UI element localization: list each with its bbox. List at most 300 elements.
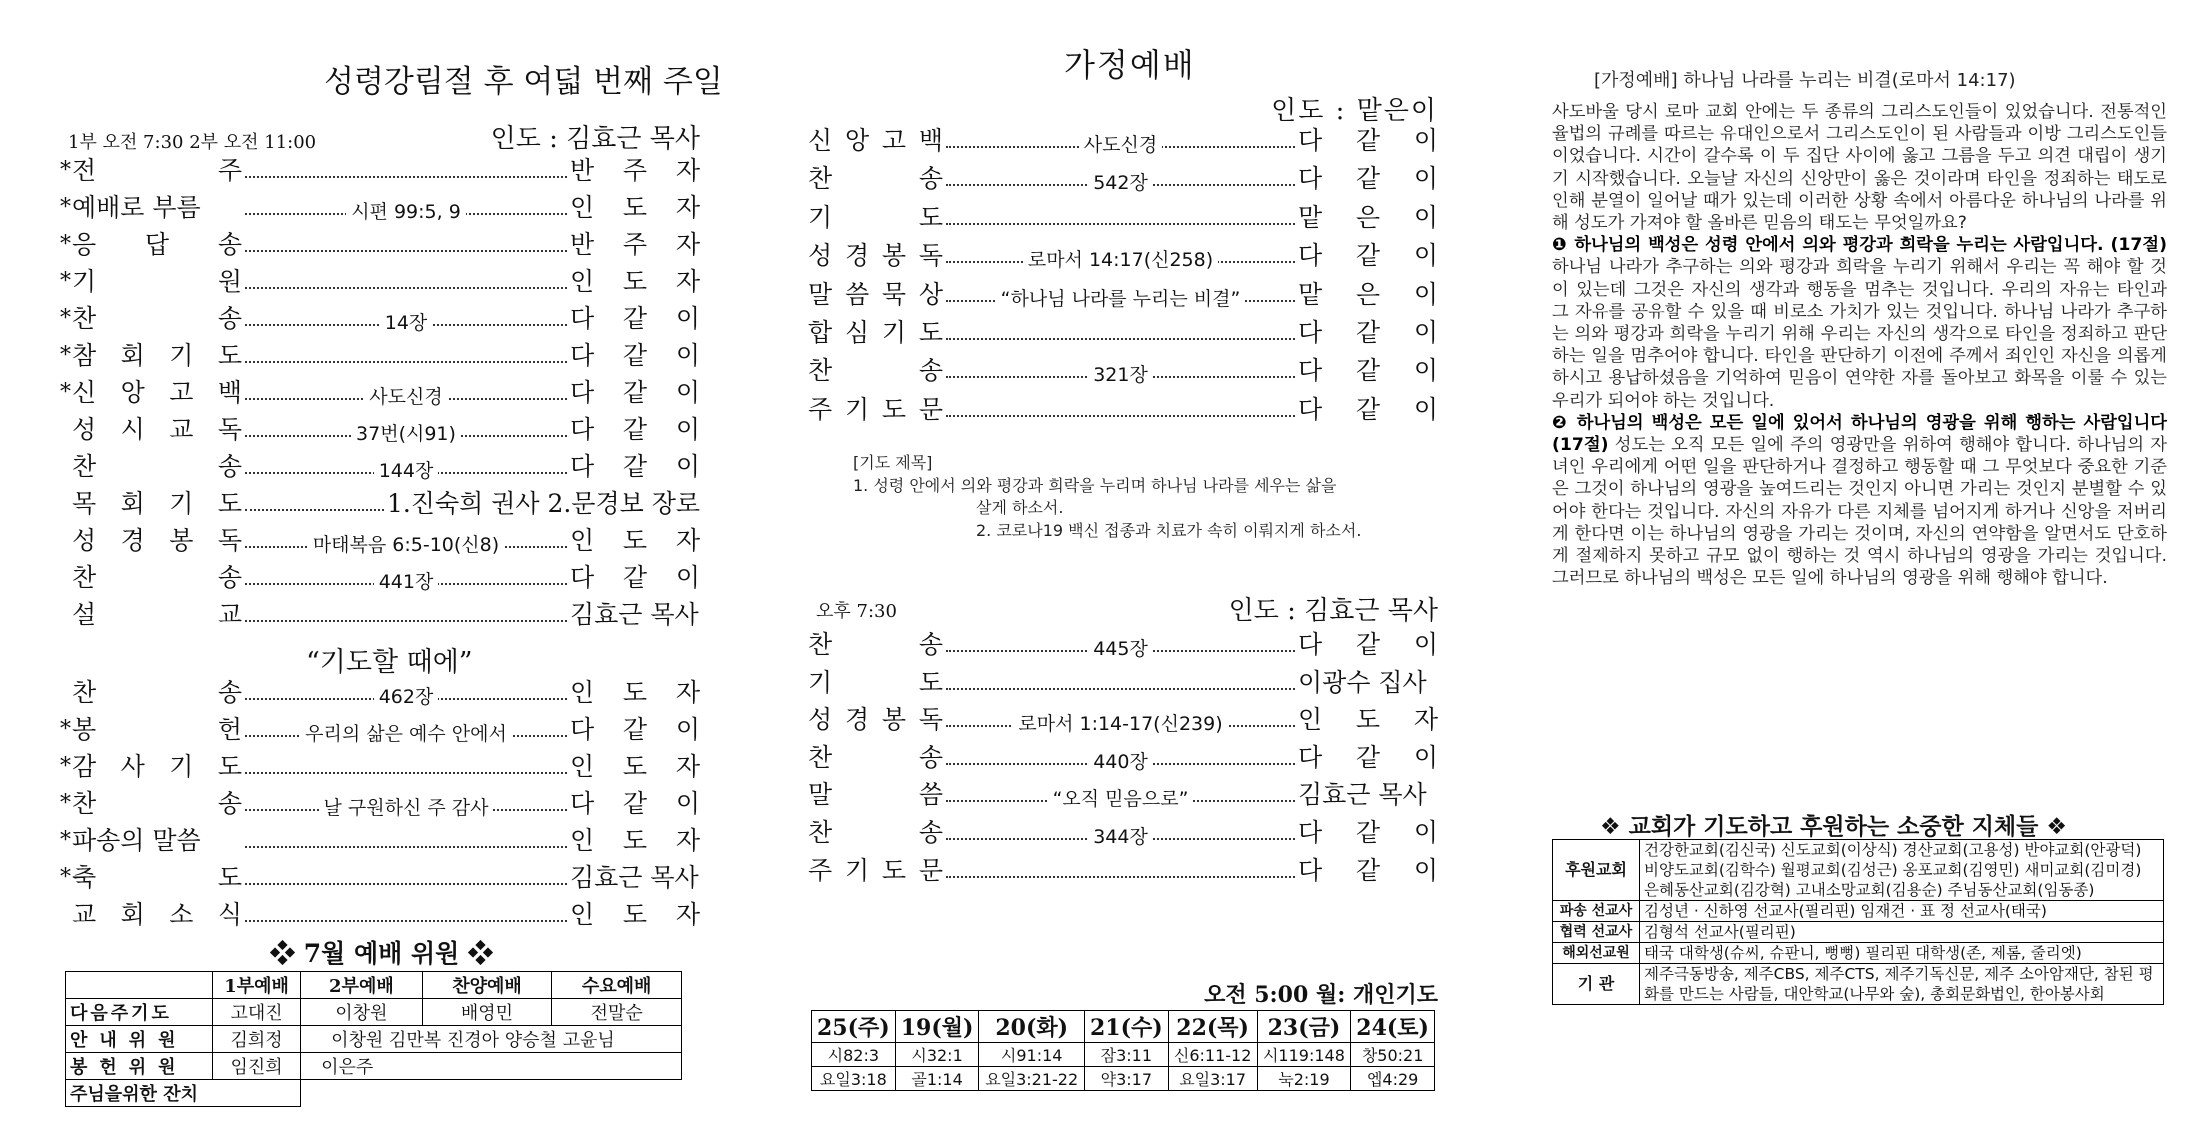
- glyph: 독: [918, 705, 943, 735]
- glyph: 송: [217, 230, 242, 259]
- order-item-responsible: [570, 156, 700, 186]
- glyph: 독: [217, 415, 242, 444]
- point-1-heading: ❶ 하나님의 백성은 성령 안에서 의와 평강과 희락을 누리는 사람입니다. (17절): [1552, 235, 2167, 256]
- order-item-detail: 날 구원하신 주 감사: [319, 798, 494, 818]
- reading-day: 21(수): [1084, 1011, 1168, 1043]
- order-item-name: [72, 600, 242, 630]
- support-label: 파송 선교사: [1553, 901, 1640, 922]
- order-item-detail: 사도신경: [1079, 135, 1162, 155]
- glyph: 다: [570, 789, 595, 818]
- glyph: 이: [675, 452, 700, 481]
- glyph: 말: [808, 780, 833, 810]
- order-item-responsible: [570, 341, 700, 371]
- glyph: 송: [217, 304, 242, 333]
- glyph: 자: [675, 156, 700, 185]
- dot-leader: [245, 304, 567, 334]
- glyph: 반: [570, 230, 595, 259]
- order-item-name: [72, 789, 242, 819]
- glyph: 자: [675, 678, 700, 707]
- glyph: 기: [844, 855, 870, 885]
- glyph: 소: [169, 900, 194, 929]
- order-row: [60, 261, 700, 297]
- order-row: [60, 894, 700, 930]
- glyph: 다: [1298, 318, 1323, 347]
- glyph: 송: [918, 630, 943, 659]
- glyph: 도: [881, 394, 907, 424]
- order-row: [808, 197, 1438, 233]
- glyph: 신: [808, 126, 833, 155]
- order-item-name: [72, 678, 242, 708]
- reading-verse: 요일3:21-22: [979, 1067, 1085, 1091]
- order-item-responsible: [570, 526, 700, 556]
- glyph: 도: [622, 752, 648, 781]
- dot-leader: [245, 678, 567, 708]
- order-item-responsible: [570, 267, 700, 297]
- order-item-responsible: [570, 715, 700, 745]
- glyph: 씀: [918, 780, 943, 810]
- dot-leader: [946, 876, 1295, 878]
- glyph: 자: [675, 230, 700, 259]
- glyph: 찬: [72, 678, 97, 707]
- support-row: [1553, 840, 2164, 901]
- order-item-detail: 344장: [1088, 827, 1153, 847]
- order-row: [808, 389, 1438, 425]
- order-item-name: [808, 280, 943, 310]
- duty-header: 수요예배: [552, 972, 682, 999]
- family-leader-label: 인도 : 맡은이: [1271, 96, 1438, 126]
- glyph: 성: [72, 526, 97, 555]
- dot-leader: [245, 361, 567, 363]
- devotion-body: [1552, 101, 2167, 589]
- order-item-responsible: [570, 900, 700, 930]
- dot-leader: [946, 818, 1295, 848]
- glyph: 성: [808, 705, 833, 735]
- dot-leader: [946, 241, 1295, 272]
- prayer-item-1: 1. 성령 안에서 의와 평강과 희락을 누리며 하나님 나라를 세우는 삶을: [853, 476, 1337, 495]
- duty-label: 다음주기도: [66, 999, 213, 1026]
- support-text: 김성년 · 신하영 선교사(필리핀) 임재건 · 표 정 선교사(태국): [1640, 901, 2164, 922]
- order-item-name: [72, 156, 242, 186]
- order-row: [808, 774, 1438, 810]
- glyph: 도: [1355, 705, 1381, 735]
- dot-leader: [946, 126, 1295, 156]
- reading-verse: 요일3:17: [1168, 1067, 1257, 1091]
- glyph: 심: [844, 318, 870, 347]
- glyph: 인: [570, 900, 595, 929]
- service-times: 1부 오전 7:30 2부 오전 11:00: [68, 132, 317, 153]
- duty-header: 1부예배: [213, 972, 301, 999]
- dot-leader: [245, 526, 567, 556]
- glyph: 같: [622, 563, 648, 592]
- glyph: 합: [808, 318, 833, 347]
- order-item-responsible: [1298, 241, 1438, 271]
- support-label: 후원교회: [1553, 840, 1640, 901]
- glyph: 이: [675, 415, 700, 444]
- dot-leader: [245, 920, 567, 922]
- glyph: 사: [120, 752, 145, 781]
- evening-leader-label: 인도 : 김효근 목사: [1228, 596, 1438, 626]
- glyph: 참: [72, 341, 97, 370]
- dot-leader: [245, 789, 567, 819]
- glyph: 전: [72, 156, 97, 185]
- glyph: 송: [217, 678, 242, 707]
- standing-marker: *: [60, 158, 71, 183]
- dot-leader: [946, 338, 1295, 340]
- support-row: [1553, 901, 2164, 922]
- duty-cell: 배영민: [422, 999, 552, 1026]
- order-row: [60, 783, 700, 819]
- order-row: [60, 857, 700, 893]
- point-2-text: 성도는 오직 모든 일에 주의 영광만을 위하여 행해야 합니다. 하나님의 자녀인 우리에게 어떤 일을 판단하거나 결정하고 행동할 때 그 무엇보다 중요한 기준은 그것이 하나님의 영광을 높여드리는 것인지 아니면 가리는 것인지 분별할 수 있어야 한다는 것입니다. 자신의 자유가 다른 지체를 넘어지게 하거나 신앙을 저버리게 한다면 이는 하나님의 영광을 가리는 것이며, 자신의 연약함을 알면서도 단호하게 절제하지 못하고 규모 없이 행하는 것 역시 하나님의 영광을 가리는 것입니다. 그러므로 하나님의 백성은 모든 일에 하나님의 영광을 위해 행해야 합니다.: [1552, 435, 2167, 589]
- glyph: 도: [881, 855, 907, 885]
- glyph: 맡: [1298, 202, 1323, 232]
- order-row: [60, 446, 700, 482]
- dot-leader: [946, 164, 1295, 195]
- glyph: 같: [1355, 126, 1381, 155]
- glyph: 다: [570, 341, 595, 370]
- glyph: 말: [808, 279, 833, 309]
- reading-verse: 시119:148: [1257, 1043, 1351, 1067]
- glyph: 같: [1355, 241, 1381, 271]
- support-row: [1553, 922, 2164, 943]
- order-item-name: [808, 318, 943, 348]
- glyph: 같: [1355, 742, 1381, 772]
- order-row: [808, 624, 1438, 660]
- glyph: 자: [675, 267, 700, 296]
- order-item-detail: 37번(시91): [351, 424, 461, 444]
- glyph: 다: [570, 378, 595, 407]
- order-row: [60, 335, 700, 371]
- order-item-responsible: [1298, 126, 1438, 156]
- glyph: 자: [1413, 705, 1438, 735]
- dot-leader: [245, 452, 567, 482]
- order-item-name: [808, 743, 943, 773]
- order-item-name: [808, 203, 943, 233]
- glyph: 자: [675, 900, 700, 929]
- standing-marker: *: [60, 791, 71, 816]
- support-text: 김형석 선교사(필리핀): [1640, 922, 2164, 943]
- glyph: 맡: [1298, 279, 1323, 309]
- glyph: 이: [675, 789, 700, 818]
- glyph: 이: [675, 715, 700, 744]
- order-item-responsible: [1298, 280, 1438, 310]
- glyph: 송: [918, 742, 943, 772]
- glyph: 이: [1413, 394, 1438, 424]
- support-text: 건강한교회(김신국) 신도교회(이상식) 경산교회(고용성) 반야교회(안광덕) 비양도교회(김학수) 월평교회(김성근) 옹포교회(김영민) 새미교회(김미경) 은혜동산교회(김강혁) 고내소망교회(김용순) 주님동산교회(임동종): [1640, 840, 2164, 901]
- order-item-name: [72, 230, 242, 260]
- order-item-name: [72, 563, 242, 593]
- glyph: 이: [1413, 126, 1438, 155]
- duty-row: [66, 999, 682, 1026]
- glyph: 앙: [844, 126, 870, 155]
- duty-cell: 이은주: [301, 1053, 682, 1080]
- glyph: 주: [622, 156, 648, 185]
- order-item-name: 예배로 부름: [72, 193, 201, 222]
- glyph: 고: [169, 378, 194, 407]
- duty-cell: 고대진: [213, 999, 301, 1026]
- standing-marker: *: [60, 269, 71, 294]
- reading-day: 24(토): [1351, 1011, 1435, 1043]
- glyph: 도: [217, 341, 242, 370]
- glyph: 봉: [881, 241, 907, 271]
- order-row: [808, 737, 1438, 773]
- duty-table: [65, 971, 682, 1107]
- glyph: 도: [217, 863, 242, 892]
- order-row: [808, 235, 1438, 271]
- duty-cell: 김희정: [213, 1026, 301, 1053]
- sunday-title: 성령강림절 후 여덟 번째 주일: [324, 64, 723, 100]
- glyph: 다: [1298, 164, 1323, 194]
- order-item-responsible: [1298, 856, 1438, 886]
- reading-verse: 골1:14: [895, 1067, 979, 1091]
- order-item-detail: 사도신경: [364, 387, 447, 407]
- duty-label: 안내위원: [66, 1026, 213, 1053]
- reading-row: [812, 1067, 1435, 1091]
- glyph: 다: [1298, 855, 1323, 885]
- prayer-label: [기도 제목]: [853, 453, 933, 472]
- order-row: [808, 850, 1438, 886]
- order-item-name: [72, 752, 242, 782]
- glyph: 송: [217, 789, 242, 818]
- dot-leader: [946, 630, 1295, 660]
- glyph: 독: [918, 241, 943, 271]
- order-item-name: [808, 818, 943, 848]
- order-item-name: [72, 526, 242, 556]
- glyph: 이: [1413, 630, 1438, 659]
- glyph: 다: [570, 563, 595, 592]
- glyph: 도: [918, 667, 943, 697]
- glyph: 다: [1298, 742, 1323, 772]
- order-item-responsible: [570, 193, 700, 223]
- dot-leader: [245, 620, 567, 622]
- glyph: 찬: [72, 563, 97, 592]
- standing-marker: *: [60, 343, 71, 368]
- glyph: 헌: [217, 715, 242, 744]
- order-item-responsible: [570, 563, 700, 593]
- order-item-responsible: [1298, 705, 1438, 735]
- order-row: [808, 699, 1438, 735]
- reading-day: 23(금): [1257, 1011, 1351, 1043]
- support-label: 기 관: [1553, 964, 1640, 1005]
- order-item-name: [808, 356, 943, 386]
- glyph: 경: [844, 241, 870, 271]
- order-item-name: [72, 341, 242, 371]
- evening-time: 오후 7:30: [816, 601, 897, 622]
- glyph: 도: [217, 489, 242, 518]
- glyph: 같: [622, 378, 648, 407]
- dot-leader: [946, 223, 1295, 225]
- glyph: 은: [1355, 202, 1381, 232]
- order-item-name: [808, 126, 943, 156]
- dot-leader: [946, 415, 1295, 417]
- order-item-responsible: [1298, 203, 1438, 233]
- order-item-responsible: [1298, 164, 1438, 194]
- glyph: 찬: [72, 304, 97, 333]
- glyph: 같: [622, 415, 648, 444]
- order-row: [60, 224, 700, 260]
- order-item-responsible: [1298, 743, 1438, 773]
- order-row: [60, 672, 700, 708]
- order-row: [60, 409, 700, 445]
- dot-leader: [946, 280, 1295, 310]
- support-label: 해외선교원: [1553, 943, 1640, 964]
- order-item-responsible: [570, 752, 700, 782]
- glyph: 송: [217, 452, 242, 481]
- glyph: 송: [918, 164, 943, 194]
- glyph: 자: [675, 193, 700, 222]
- glyph: 다: [1298, 126, 1323, 155]
- glyph: 기: [169, 752, 194, 781]
- reading-verse: 눅2:19: [1257, 1067, 1351, 1091]
- order-item-name: [72, 900, 242, 930]
- order-row: [60, 483, 700, 519]
- glyph: 기: [169, 341, 194, 370]
- glyph: 이: [1413, 855, 1438, 885]
- order-item-detail: 542장: [1088, 173, 1153, 193]
- glyph: 다: [570, 715, 595, 744]
- standing-marker: *: [60, 865, 71, 890]
- glyph: 다: [1298, 630, 1323, 659]
- order-row: [60, 746, 700, 782]
- glyph: 기: [881, 318, 907, 347]
- duty-cell: 이창원 김만복 진경아 양승철 고윤님: [301, 1026, 682, 1053]
- glyph: 회: [120, 341, 145, 370]
- glyph: 문: [918, 855, 943, 885]
- glyph: 자: [675, 826, 700, 855]
- glyph: 교: [217, 600, 242, 629]
- order-item-responsible: [1298, 318, 1438, 348]
- glyph: 같: [622, 452, 648, 481]
- standing-marker: *: [60, 754, 71, 779]
- order-item-detail: 로마서 14:17(신258): [1023, 250, 1218, 270]
- glyph: 같: [622, 789, 648, 818]
- glyph: 도: [217, 752, 242, 781]
- glyph: 경: [844, 705, 870, 735]
- order-row: [808, 312, 1438, 348]
- glyph: 찬: [72, 452, 97, 481]
- dot-leader: [245, 176, 567, 178]
- order-item-responsible: [1298, 356, 1438, 386]
- order-item-detail: “오직 믿음으로”: [1048, 789, 1194, 809]
- glyph: 도: [622, 267, 648, 296]
- dot-leader: [245, 287, 567, 289]
- order-item-responsible: [570, 378, 700, 408]
- order-item-detail: 우리의 삶은 예수 안에서: [300, 724, 512, 744]
- glyph: 이: [675, 378, 700, 407]
- order-row: [60, 520, 700, 556]
- order-row: [60, 820, 700, 856]
- order-item-name: [808, 395, 943, 425]
- glyph: 송: [918, 818, 943, 847]
- glyph: 기: [169, 489, 194, 518]
- support-table: [1552, 839, 2164, 1005]
- glyph: 찬: [808, 742, 833, 772]
- duty-header: 찬양예배: [422, 972, 552, 999]
- glyph: 다: [570, 304, 595, 333]
- glyph: 문: [918, 394, 943, 424]
- order-item-name: [72, 378, 242, 408]
- glyph: 찬: [808, 818, 833, 847]
- glyph: 회: [120, 900, 145, 929]
- dot-leader: [245, 846, 567, 848]
- order-item-detail: 로마서 1:14-17(신239): [1013, 714, 1227, 734]
- glyph: 이: [1413, 164, 1438, 194]
- standing-marker: *: [60, 717, 71, 742]
- glyph: 감: [72, 752, 97, 781]
- order-row: [808, 812, 1438, 848]
- prayer-item-1b: 살게 하소서.: [976, 498, 1064, 517]
- glyph: 기: [72, 267, 97, 296]
- reading-verse: 요일3:18: [812, 1067, 896, 1091]
- dot-leader: [245, 415, 567, 445]
- order-item-name: [72, 863, 242, 893]
- glyph: 다: [1298, 356, 1323, 386]
- glyph: 주: [217, 156, 242, 185]
- order-item-responsible: [570, 304, 700, 334]
- glyph: 이: [675, 304, 700, 333]
- order-row: [808, 662, 1438, 698]
- duty-title: ❖ 7월 예배 위원 ❖: [270, 939, 493, 968]
- order-item-name: [72, 715, 242, 745]
- glyph: 백: [918, 126, 943, 155]
- glyph: 도: [622, 826, 648, 855]
- duty-cell: 전말순: [552, 999, 682, 1026]
- order-item-detail: 14장: [380, 313, 433, 333]
- order-item-responsible: 김효근 목사: [1298, 780, 1427, 810]
- dot-leader: [946, 743, 1295, 773]
- order-item-detail: 440장: [1088, 752, 1153, 772]
- dot-leader: [245, 378, 567, 408]
- duty-label: 봉헌위원: [66, 1053, 213, 1080]
- glyph: 다: [1298, 818, 1323, 847]
- order-item-responsible: [1298, 630, 1438, 660]
- glyph: 설: [72, 600, 97, 629]
- glyph: 다: [1298, 394, 1323, 424]
- glyph: 같: [1355, 356, 1381, 386]
- dot-leader: [245, 250, 567, 252]
- family-worship-title: 가정예배: [1064, 46, 1196, 84]
- glyph: 찬: [72, 789, 97, 818]
- glyph: 식: [217, 900, 242, 929]
- glyph: 인: [570, 752, 595, 781]
- glyph: 교: [169, 415, 194, 444]
- sermon-title: “기도할 때에”: [306, 647, 473, 678]
- glyph: 같: [1355, 855, 1381, 885]
- dawn-prayer-label: 오전 5:00 월: 개인기도: [1204, 982, 1438, 1008]
- order-item-name: [808, 705, 943, 735]
- order-item-responsible: 김효근 목사: [570, 600, 699, 629]
- glyph: 기: [808, 202, 833, 232]
- order-item-name: [808, 856, 943, 886]
- glyph: 시: [120, 415, 145, 444]
- duty-header-row: [66, 972, 682, 999]
- reading-day: 19(월): [895, 1011, 979, 1043]
- glyph: 신: [72, 378, 97, 407]
- glyph: 다: [570, 415, 595, 444]
- glyph: 이: [1413, 279, 1438, 309]
- glyph: 같: [1355, 318, 1381, 347]
- order-item-name: [808, 241, 943, 271]
- duty-cell: [301, 1080, 682, 1107]
- order-item-name: [808, 780, 943, 810]
- glyph: 찬: [808, 356, 833, 386]
- reading-verse: 시91:14: [979, 1043, 1085, 1067]
- glyph: 같: [1355, 394, 1381, 424]
- order-item-detail: 462장: [374, 687, 439, 707]
- glyph: 답: [144, 230, 170, 259]
- order-row: [808, 350, 1438, 386]
- reading-day: 25(주): [812, 1011, 896, 1043]
